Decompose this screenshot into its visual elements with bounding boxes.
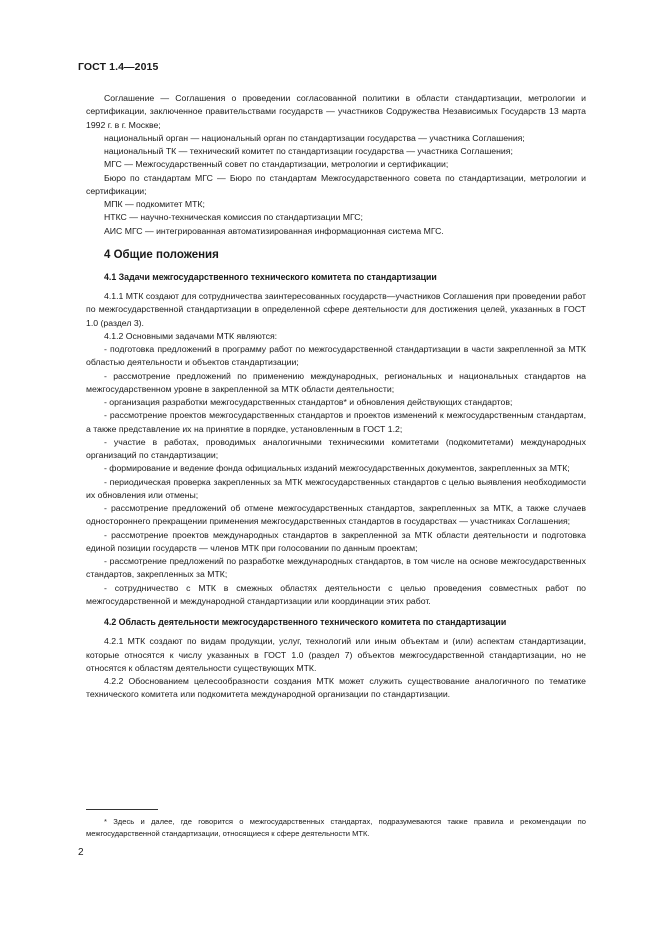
definition-item: национальный ТК — технический комитет по стандартизации государства — участника Соглашения;	[104, 146, 513, 156]
task-item: - сотрудничество с МТК в смежных областях деятельности с целью проведения совместных работ по межгосударственной и международной стандартизации или координации этих работ.	[86, 582, 586, 606]
clause-4-1-1: 4.1.1 МТК создают для сотрудничества заинтересованных государств—участников Соглашения при проведении работ по межгосударственной стандартизации в определенной сфере деятельности для достижения целей, указанных в ГОСТ 1.0 (раздел 3).	[86, 291, 586, 328]
definition-item: Соглашение — Соглашения о проведении согласованной политики в области стандартизации, метрологии и сертификации, заключенное правительствами государств — участников Содружества Независимых Государств 13 марта 1992 г. в г. Москве;	[86, 93, 586, 130]
footnote-text: * Здесь и далее, где говорится о межгосударственных стандартах, подразумеваются также правила и рекомендации по межгосударственной стандартизации, относящиеся к сфере деятельности МТК.	[86, 817, 586, 838]
task-item: - рассмотрение проектов международных стандартов в закрепленной за МТК области деятельности и подготовка единой позиции государств — членов МТК при голосовании по данным проектам;	[86, 529, 586, 553]
page-number: 2	[78, 847, 84, 858]
subsection-4-1-title: 4.1 Задачи межгосударственного технического комитета по стандартизации	[104, 271, 437, 282]
definition-item: МПК — подкомитет МТК;	[104, 199, 205, 209]
page-content	[86, 92, 586, 702]
footnote-divider	[86, 809, 158, 810]
task-item: - организация разработки межгосударственных стандартов* и обновления действующих стандартов;	[104, 397, 513, 407]
definition-item: НТКС — научно-техническая комиссия по стандартизации МГС;	[104, 212, 363, 223]
subsection-4-2-title: 4.2 Область деятельности межгосударственного технического комитета по стандартизации	[104, 617, 507, 627]
task-item: - формирование и ведение фонда официальных изданий межгосударственных документов, закрепленных за МТК;	[104, 463, 570, 474]
clause-4-2-2: 4.2.2 Обоснованием целесообразности создания МТК может служить существование аналогичного по тематике технического комитета или подкомитета международной организации по стандартизации.	[86, 676, 586, 700]
task-item: - периодическая проверка закрепленных за МТК межгосударственных стандартов с целью выявления необходимости их обновления или отмены;	[86, 476, 586, 500]
definition-item: АИС МГС — интегрированная автоматизированная информационная система МГС.	[104, 225, 444, 236]
clause-4-2-1: 4.2.1 МТК создают по видам продукции, услуг, технологий или иным объектам и (или) аспектам стандартизации, которые относятся к числу указанных в ГОСТ 1.0 (раздел 7) объектов межгосударственной стандартизации, но не относятся к областям деятельности существующих МТК.	[86, 636, 586, 673]
task-item: - рассмотрение предложений по применению международных, региональных и национальных стандартов на межгосударственном уровне в закрепленной за МТК области деятельности;	[86, 370, 586, 394]
footnote	[86, 816, 586, 839]
clause-4-1-2: 4.1.2 Основными задачами МТК являются:	[104, 330, 278, 341]
tasks-list	[86, 343, 586, 608]
task-item: - рассмотрение проектов межгосударственных стандартов и проектов изменений к межгосударственным стандартам, а также представление их на принятие в порядке, установленным в ГОСТ 1.2;	[86, 410, 586, 434]
task-item: - подготовка предложений в программу работ по межгосударственной стандартизации в части закрепленной за МТК областью деятельности и объектов стандартизации;	[86, 344, 586, 368]
section-4-title: 4 Общие положения	[104, 248, 219, 261]
document-code-header: ГОСТ 1.4—2015	[78, 61, 159, 73]
definition-item: национальный орган — национальный орган по стандартизации государства — участника Соглашения;	[104, 132, 525, 143]
task-item: - участие в работах, проводимых аналогичными техническими комитетами (подкомитетами) международных организаций по стандартизации;	[86, 436, 586, 460]
task-item: - рассмотрение предложений по разработке международных стандартов, в том числе на основе межгосударственных стандартов, закрепленных за МТК;	[86, 556, 586, 580]
task-item: - рассмотрение предложений об отмене межгосударственных стандартов, закрепленных за МТК, а также случаев одностороннего прекращении применения межгосударственных стандартов в государствах — участниках Соглашения;	[86, 503, 586, 527]
definition-item: МГС — Межгосударственный совет по стандартизации, метрологии и сертификации;	[104, 159, 449, 170]
definition-item: Бюро по стандартам МГС — Бюро по стандартам Межгосударственного совета по стандартизации, метрологии и сертификации;	[86, 172, 586, 196]
definitions-list	[86, 92, 586, 238]
